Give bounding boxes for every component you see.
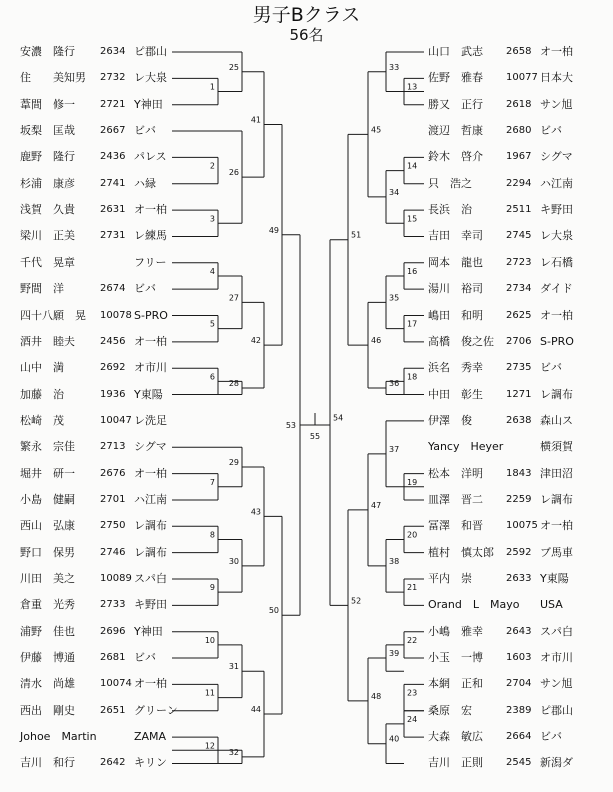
player-name: Yancy Heyer	[428, 440, 504, 454]
player-name: 葦間 修一	[20, 97, 75, 111]
player-rating: 2676	[100, 467, 126, 479]
player-rating: 2732	[100, 72, 126, 84]
player-rating: 2713	[100, 441, 126, 453]
match-number: 52	[351, 596, 362, 606]
player-name: 高橋 俊之佐	[428, 334, 494, 348]
player-rating: 2658	[506, 46, 532, 57]
player-rating: 2436	[100, 151, 126, 163]
player-name: 小嶋 雅幸	[428, 624, 483, 638]
match-number: 14	[407, 161, 418, 171]
match-number: 17	[407, 319, 418, 329]
match-number: 9	[209, 583, 215, 593]
player-rating: 2511	[506, 204, 532, 216]
match-number: 39	[389, 649, 400, 659]
match-number: 26	[228, 168, 239, 178]
player-club: ビバ	[134, 124, 156, 138]
player-club: ビバ	[134, 651, 156, 665]
player-club: シグマ	[134, 440, 167, 454]
match-number: 49	[268, 225, 279, 235]
player-club: 日本大	[540, 71, 573, 85]
player-club: ブ馬車	[540, 545, 573, 559]
match-number: 4	[209, 266, 215, 276]
player-rating: 2745	[506, 230, 532, 242]
player-club: ピ郡山	[540, 703, 573, 717]
match-number: 22	[407, 635, 418, 645]
player-name: 佐野 雅春	[428, 71, 483, 85]
player-name: 坂梨 匡哉	[20, 124, 75, 138]
player-name: Orand L Mayo	[428, 598, 520, 612]
match-number: 2	[209, 161, 215, 171]
match-number: 54	[333, 413, 344, 423]
player-name: 川田 美之	[20, 572, 75, 585]
player-rating: 2389	[506, 704, 532, 716]
player-name: 伊藤 博通	[20, 651, 75, 665]
player-rating: 2592	[506, 546, 532, 558]
player-name: 山口 武志	[428, 45, 483, 58]
match-number: 16	[407, 266, 418, 276]
player-name: 松崎 茂	[20, 413, 64, 427]
player-rating: 10078	[100, 309, 132, 321]
player-rating: 2735	[506, 362, 532, 374]
player-rating: 1967	[506, 151, 532, 163]
match-number: 13	[407, 82, 418, 92]
player-rating: 2625	[506, 309, 532, 321]
player-club: レ大泉	[540, 229, 573, 243]
player-rating: 1936	[100, 388, 126, 400]
player-club: USA	[540, 598, 563, 612]
player-rating: 2674	[100, 283, 126, 295]
player-name: 皿澤 晋二	[428, 492, 483, 506]
player-name: 湯川 裕司	[428, 282, 483, 296]
player-club: レ石橋	[540, 255, 573, 269]
match-number: 42	[250, 336, 261, 346]
player-club: オ一柏	[134, 466, 167, 480]
player-rating: 2692	[100, 362, 126, 374]
match-number: 21	[407, 583, 418, 593]
player-name: 清水 尚雄	[20, 677, 75, 691]
player-rating: 2545	[506, 757, 532, 769]
match-number: 29	[228, 458, 239, 468]
player-club: 新潟ダ	[540, 756, 573, 770]
player-name: 伊澤 俊	[428, 413, 472, 427]
match-number: 32	[228, 747, 239, 757]
entry-count: 56名	[289, 26, 324, 44]
player-name: 勝又 正行	[428, 97, 483, 111]
player-club: Y東陽	[540, 572, 569, 585]
page-title: 男子Bクラス	[252, 4, 361, 26]
player-rating: 1843	[506, 467, 532, 479]
match-number: 30	[228, 556, 239, 566]
player-rating: 2631	[100, 204, 126, 216]
match-number: 10	[204, 635, 215, 645]
player-club: S-PRO	[134, 308, 168, 322]
player-rating: 10074	[100, 678, 132, 690]
player-name: 嶋田 和明	[428, 308, 483, 322]
player-club: キ野田	[134, 598, 167, 612]
player-club: 森山ス	[540, 413, 573, 427]
player-name: 山中 満	[20, 361, 64, 375]
player-club: キ野田	[540, 203, 573, 217]
player-name: 只 浩之	[428, 176, 472, 190]
player-name: 加藤 治	[20, 387, 64, 401]
player-name: 中田 彰生	[428, 387, 483, 401]
player-name: 吉川 正則	[428, 756, 483, 770]
match-number: 11	[204, 688, 215, 698]
player-rating: 2731	[100, 230, 126, 242]
match-number: 44	[250, 705, 261, 715]
player-rating: 2733	[100, 599, 126, 611]
player-rating: 10077	[506, 72, 538, 84]
match-number: 50	[268, 606, 279, 616]
match-number: 43	[250, 507, 261, 517]
player-club: ダイド	[540, 282, 573, 296]
player-club: ビバ	[134, 282, 156, 296]
match-number: 6	[209, 372, 215, 382]
player-rating: 2680	[506, 125, 532, 137]
player-rating: 10089	[100, 573, 132, 584]
player-club: ビバ	[540, 730, 562, 744]
match-number: 19	[407, 477, 418, 487]
player-rating: 10047	[100, 414, 132, 426]
player-club: ハ江南	[540, 176, 573, 190]
player-club: ピ郡山	[134, 45, 167, 58]
player-name: 浜名 秀幸	[428, 361, 483, 375]
player-club: 横須賀	[540, 440, 573, 454]
match-number: 24	[407, 714, 418, 724]
player-club: サン旭	[540, 677, 573, 691]
match-number: 23	[407, 688, 418, 698]
player-club: ハ江南	[134, 492, 167, 506]
player-club: レ大泉	[134, 71, 167, 85]
match-number: 1	[209, 82, 215, 92]
player-name: 本網 正和	[428, 677, 483, 691]
match-number: 41	[250, 115, 261, 125]
player-club: レ調布	[134, 545, 167, 559]
player-club: グリーン	[134, 703, 178, 717]
player-club: ハ緑	[134, 176, 156, 190]
player-club: オ一柏	[134, 203, 167, 217]
player-rating: 2723	[506, 256, 532, 268]
player-rating: 2696	[100, 625, 126, 637]
match-number: 7	[209, 477, 215, 487]
match-number: 12	[204, 741, 215, 751]
player-name: Johoe Martin	[20, 730, 97, 744]
match-number: 15	[407, 214, 418, 224]
player-name: 渡辺 哲康	[428, 124, 483, 138]
player-rating: 2643	[506, 625, 532, 637]
match-number: 27	[228, 293, 239, 303]
player-club: オ一柏	[540, 519, 573, 533]
player-rating: 2704	[506, 678, 532, 690]
player-club: サン旭	[540, 97, 573, 111]
player-club: レ練馬	[134, 229, 167, 243]
player-club: オ一柏	[134, 677, 167, 691]
match-number: 55	[309, 432, 321, 442]
player-rating: 2734	[506, 283, 532, 295]
match-number: 35	[389, 293, 400, 303]
player-name: 倉重 光秀	[20, 598, 75, 612]
player-rating: 2664	[506, 731, 532, 743]
player-name: 吉川 和行	[20, 756, 75, 770]
player-name: 堀井 研一	[20, 466, 75, 480]
match-number: 8	[209, 530, 215, 540]
match-number: 46	[371, 336, 382, 346]
player-club: オ市川	[540, 651, 573, 665]
player-club: オ一柏	[134, 334, 167, 348]
player-name: 四十八願 晃	[20, 308, 86, 322]
player-rating: 2633	[506, 573, 532, 584]
player-name: 千代 晃章	[20, 255, 75, 269]
player-name: 西出 剛史	[20, 703, 75, 717]
player-name: 鹿野 隆行	[20, 150, 75, 164]
match-number: 33	[389, 62, 400, 72]
player-name: 梁川 正美	[20, 229, 75, 243]
player-rating: 2741	[100, 177, 126, 189]
player-name: 平内 崇	[428, 572, 472, 585]
player-name: 植村 慎太郎	[428, 545, 494, 559]
player-club: スパ白	[134, 572, 167, 585]
player-rating: 2681	[100, 652, 126, 664]
player-name: 冨澤 和晋	[428, 519, 483, 533]
player-club: パレス	[134, 150, 167, 164]
player-name: 住 美知男	[20, 71, 86, 85]
player-name: 長浜 治	[428, 203, 472, 217]
player-name: 浅賀 久貴	[20, 203, 75, 217]
player-rating: 2638	[506, 414, 532, 426]
player-club: ビバ	[540, 361, 562, 375]
player-club: Y神田	[134, 97, 163, 111]
player-club: S-PRO	[540, 334, 574, 348]
player-name: 大森 敏広	[428, 730, 483, 744]
match-number: 36	[389, 378, 400, 388]
player-rating: 2667	[100, 125, 126, 137]
match-number: 37	[389, 444, 400, 454]
match-number: 28	[228, 378, 239, 388]
player-rating: 1603	[506, 652, 532, 664]
match-number: 53	[285, 421, 296, 431]
player-club: レ洗足	[134, 413, 167, 427]
match-number: 45	[371, 125, 382, 135]
player-name: 浦野 佳也	[20, 624, 75, 638]
player-rating: 2651	[100, 704, 126, 716]
player-club: オ一柏	[540, 308, 573, 322]
player-rating: 2721	[100, 98, 126, 110]
player-rating: 2706	[506, 335, 532, 347]
player-name: 野口 保男	[20, 545, 75, 559]
match-number: 48	[371, 691, 382, 701]
player-club: スパ白	[540, 624, 573, 638]
player-club: Y神田	[134, 624, 163, 638]
player-rating: 2634	[100, 46, 126, 57]
match-number: 34	[389, 187, 400, 197]
player-name: 安濃 隆行	[20, 45, 75, 58]
match-number: 5	[209, 319, 215, 329]
player-club: オ市川	[134, 361, 167, 375]
player-club: レ調布	[540, 387, 573, 401]
player-name: 鈴木 啓介	[428, 150, 483, 164]
player-name: 桑原 宏	[428, 703, 472, 717]
player-club: シグマ	[540, 150, 573, 164]
player-club: Y東陽	[134, 387, 163, 401]
player-club: ビバ	[540, 124, 562, 138]
player-name: 小島 健嗣	[20, 492, 75, 506]
player-name: 繁永 宗佳	[20, 440, 75, 454]
player-rating: 2618	[506, 98, 532, 110]
player-rating: 2701	[100, 493, 126, 505]
match-number: 20	[407, 530, 418, 540]
player-club: オ一柏	[540, 45, 573, 58]
player-club: レ調布	[134, 519, 167, 533]
match-number: 3	[209, 214, 215, 224]
player-rating: 2750	[100, 520, 126, 532]
match-number: 25	[228, 62, 239, 72]
player-name: 岡本 龍也	[428, 255, 483, 269]
match-number: 18	[407, 372, 418, 382]
match-number: 31	[228, 662, 239, 672]
player-name: 西山 弘康	[20, 519, 75, 533]
match-number: 38	[389, 556, 400, 566]
player-rating: 2746	[100, 546, 126, 558]
player-rating: 2642	[100, 757, 126, 769]
player-club: フリー	[134, 255, 167, 269]
player-rating: 1271	[506, 388, 532, 400]
player-name: 野間 洋	[20, 282, 64, 296]
player-name: 杉浦 康彦	[20, 176, 75, 190]
player-club: ZAMA	[134, 730, 167, 744]
player-rating: 2294	[506, 177, 532, 189]
player-club: 津田沼	[540, 466, 573, 480]
player-club: キリン	[134, 756, 167, 770]
match-number: 51	[351, 230, 362, 240]
player-rating: 10075	[506, 520, 538, 532]
player-rating: 2259	[506, 493, 532, 505]
match-number: 47	[371, 500, 382, 510]
match-number: 40	[389, 734, 400, 744]
player-club: レ調布	[540, 492, 573, 506]
player-name: 小玉 一博	[428, 651, 483, 665]
player-name: 吉田 幸司	[428, 229, 483, 243]
player-name: 松本 洋明	[428, 466, 483, 480]
player-name: 酒井 睦夫	[20, 334, 75, 348]
player-rating: 2456	[100, 335, 126, 347]
